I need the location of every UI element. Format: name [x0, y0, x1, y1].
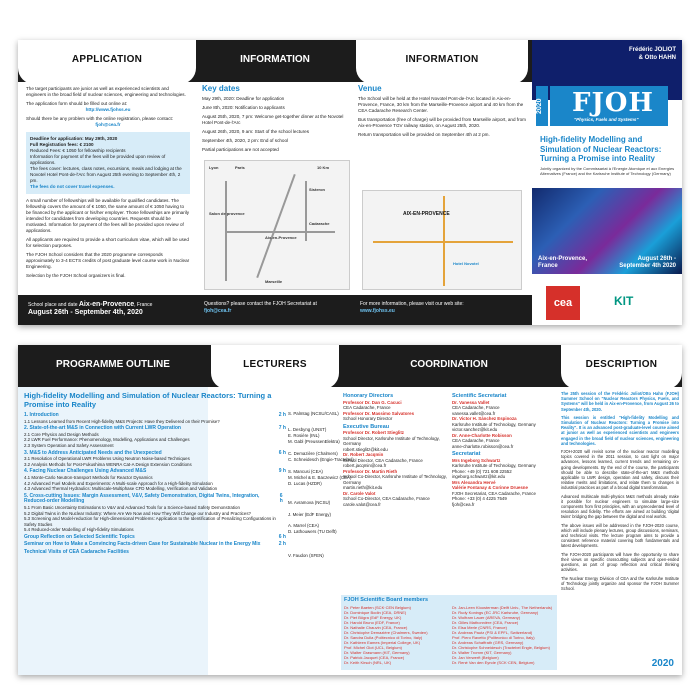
honorary-affil-2: School Honorary Director — [343, 416, 393, 421]
cv-text: All applicants are required to provide a short curriculum vitae, which will be used for selection purposes. — [26, 237, 189, 248]
outline-text: 3. M&S to Address Anticipated Needs and the Unexpected — [24, 449, 162, 456]
description-column — [561, 391, 679, 591]
description-p4: The FJOH-2020 participants will have the opportunity to share their views on specific crosscutting subjects and open-ended questions, as part of group reflection and critical thinking activities. — [561, 551, 679, 573]
honorary-name-1: Professor Dr. Dan G. Cacuci — [343, 399, 402, 405]
board-column-1 — [344, 605, 446, 665]
sec-affil-2: FJOH Secretariat, CEA Cadarache, France — [452, 490, 536, 496]
cover-names — [629, 46, 676, 62]
outline-text: 2.3 System Operation and Safety Assessment — [24, 442, 114, 448]
board-member: Dr. Harold Bruno (EDF, France) — [344, 620, 400, 625]
lecturer-name: M. Avramova (NCSU) — [288, 500, 331, 505]
board-member: Dr. Gilles Mathonnière (CEA, France) — [452, 620, 519, 625]
sci-email-2[interactable]: victor.sanchez@kit.edu — [452, 427, 498, 432]
sci-name-3: Dr. Anne-Charlotte Robisson — [452, 432, 512, 438]
top-band-2 — [18, 345, 682, 387]
outline-text: 3.1 Resolution of Operational LWR Problems Using Neutron Noise-based Techniques — [24, 456, 190, 462]
cover-dates-2: September 4th 2020 — [619, 263, 676, 269]
lecturer-name: L. Desbyng (UNST) — [288, 427, 327, 432]
outline-text: Group Reflection on Selected Scientific Topics — [24, 533, 135, 540]
honorary-name-2: Professor Dr. Massimo Salvatores — [343, 410, 415, 416]
board-member: Dr. Peter Baeten (SCK·CEN Belgium) — [344, 605, 411, 610]
venue-text-3: Return transportation will be provided on September 4th at 2 pm. — [358, 132, 490, 137]
board-member: Dr. Keith Kirsch (NRL, UK) — [344, 660, 392, 665]
venue-text-1: The School will be held at the Hotel Novotel Pont-de-l'Arc located in Aix-en-Provence, France, 30 km from the Marseille-Provence airport and 40 km from the CEA Cadarache Research Center. — [358, 96, 524, 113]
outline-text: 4. Facing Nuclear Challenges Using Advanced M&S — [24, 468, 147, 475]
outline-text: 5.1 From Basic Uncertainty Estimations to V&V and Advanced Tools for a Science-based Safety Demonstration — [24, 504, 240, 510]
reduced-fee-text: Reduced Fees: € 1050 for fellowship recipients — [30, 148, 126, 153]
board-heading: FJOH Scientific Board members — [344, 597, 429, 603]
tab-information-2 — [356, 40, 528, 84]
cover-subtitle: Jointly organized by the Commissariat à l'Energie Atomique et aux Energies Alternatives (France) and the Karlsruhe Institute of Technology (Germany) — [540, 166, 675, 176]
outline-text: 3.2 Analysis Methods for Post-Fukushima WENRA Cat-A Design Extension Conditions — [24, 461, 192, 467]
footer-place-country: , France — [134, 302, 153, 308]
cover-name-2: & Otto HAHN — [638, 55, 676, 61]
exec-heading: Executive Bureau — [343, 423, 390, 430]
sheet1-footer — [18, 295, 532, 325]
cover-country: France — [538, 263, 558, 269]
board-member: Prof. Michel Giot (UCL, Belgium) — [344, 645, 403, 650]
outline-hours: 2 h — [278, 541, 286, 548]
board-member: Dr. Nathalie Chauvin (CEA, France) — [344, 625, 408, 630]
cover-city: Aix-en-Provence, — [538, 256, 588, 262]
application-column — [26, 86, 190, 286]
exec-name-4: Dr. Carole Valot — [343, 490, 376, 496]
exec-email-3[interactable]: martin.rieth@kit.edu — [343, 485, 383, 490]
outline-section — [24, 542, 286, 548]
board-member: Dr. Walter Grasmann (KIT, Germany) — [344, 650, 410, 655]
outline-topic — [24, 486, 286, 492]
sci-email-1[interactable]: vanessa.vallet@cea.fr — [452, 410, 496, 416]
key-date-6: Partial participations are not accepted — [202, 147, 279, 152]
lecturer-name: D. Lathouwers (TU Delft) — [288, 529, 337, 534]
board-member: Dr. Sandra Dulla (Politecnico di Torino, Italy) — [344, 635, 423, 640]
kit-logo: KIT — [614, 294, 634, 308]
sci-affil-2: Karlsruhe Institute of Technology, Germany — [452, 421, 536, 427]
outline-title: High-fidelity Modelling and Simulation of Nuclear Reactors: Turning a Promise into Reality — [24, 391, 272, 409]
outline-section — [24, 535, 286, 541]
fee-text: Full Registration fees: € 2100 — [30, 142, 94, 147]
outline-text: 5. Cross-cutting Issues: Margin Assessment, V&V, Safety Demonstration, Digital Twins, Integration, Reduced-order Modelling — [24, 492, 260, 505]
map-sisteron: Sisteron — [309, 187, 326, 192]
board-member: Dr. Christophe Schneidesch (Tractebel Engie, Belgium) — [452, 645, 550, 650]
outline-hours: 6 h — [278, 449, 286, 456]
board-member: Dr. Walter Tromm (KIT, Germany) — [452, 650, 512, 655]
coordination-left — [343, 391, 449, 507]
outline-section — [24, 550, 286, 556]
outline-text: 4.2 Advanced Fuel Models and Experiments: A Multi-scale Approach for a High-fidelity Simulation — [24, 480, 213, 486]
exec-affil-1: School Director, Karlsruhe Institute of Technology, Germany — [343, 435, 440, 446]
programme-outline — [24, 391, 286, 671]
board-member: Dr. Kathleen Eames (Imperial College, UK) — [344, 640, 421, 645]
application-title: APPLICATION — [71, 54, 143, 65]
lecturer-name: M. Michel & E. Baczewicz (CEA) — [288, 475, 352, 480]
map-lyon: Lyon — [209, 165, 219, 170]
sci-name-1: Dr. Vanessa Vallet — [452, 399, 490, 405]
sec-phone-1: Phone: +49 (0) 721 608 22552 — [452, 468, 512, 474]
cover-place — [538, 256, 587, 270]
tab-programme-outline: PROGRAMME OUTLINE — [56, 359, 170, 370]
fjoh-logo — [550, 86, 668, 126]
lecturer-name: E. Rosière (INL) — [288, 433, 320, 438]
application-intro: The target participants are junior as well as experienced scientists and engineers in the broad field of nuclear sciences, engineering and technologies. — [26, 86, 186, 97]
lecturer-name: D. Lucas (HZDR) — [288, 481, 322, 486]
sec-email-1[interactable]: ingeborg.schwartz@kit.edu — [452, 474, 506, 479]
outline-text: 1. Introduction — [24, 412, 59, 418]
honorary-heading: Honorary Directors — [343, 393, 394, 399]
exec-email-2[interactable]: robert.jacqmin@cea.fr — [343, 463, 387, 468]
outline-list — [24, 413, 286, 556]
cover-image — [532, 188, 682, 274]
city-map — [362, 190, 522, 290]
fee-info-text: Information for payment of the fees will be provided upon review of applications. — [30, 154, 166, 165]
fee-includes-text: The fees cover: lectures, class notes, excursions, meals and lodging at the Novotel Hotel Pont-de-l'Arc from August 25th evening to September 4th, 2 pm. — [30, 166, 182, 183]
description-lead-2: This session is entitled "High-fidelity Modelling and Simulation of Nuclear Reactors: Turning a Promise into Reality". It is an advanced post-graduate-level course aimed at junior as well as experienced scientists and engineers engaged in the broad field of nuclear sciences, engineering and technologies. — [561, 414, 679, 446]
description-p5: The Nuclear Energy Division of CEA and the Karlsruhe Institute of Technology jointly organize and sponsor the FJOH Summer School. — [561, 575, 679, 591]
exec-affil-2: School Director, CEA Cadarache, France — [343, 457, 423, 463]
board-member: Dr. Wolfram Lauer (AREVA, Germany) — [452, 615, 521, 620]
lecturer-name: J. Meier (EdF Energy) — [288, 512, 331, 517]
deadline-text: Deadline for application: May 29th, 2020 — [30, 136, 118, 141]
application-url-link[interactable]: http://www.fjohss.eu — [85, 107, 131, 112]
sec-name-2: Mrs Alexandra Hervé — [452, 479, 496, 485]
sci-name-2: Dr. Victor H. Sánchez Espinoza — [452, 416, 517, 421]
sci-affil-3: CEA Cadarache, France — [452, 438, 500, 443]
board-member: Dr. Dominique Bodin (CEA, DRNE) — [344, 610, 407, 615]
coordination-right — [452, 391, 556, 507]
application-email-link[interactable]: fjoh@cea.fr — [95, 122, 121, 127]
sec-affil-1: Karlsruhe Institute of Technology, Germany — [452, 463, 536, 468]
description-p1: FJOH-2020 will revisit some of the nuclear reactor modelling topics covered in the 2011 session, to cast light on major advances, lessons learned, current trends and remaining on-going developments. By the end of the course, the participants should be able to describe state-of-the-art M&S methods applicable to LWR design, operation and safety, discuss their relative merits and limitations, and relate them to changes in industrial practices as part of a broad digital transformation. — [561, 449, 679, 491]
exec-name-2: Dr. Robert Jacqmin — [343, 452, 384, 457]
fjoh-tagline: "Physics, Fuels and Systems" — [574, 117, 639, 122]
outline-text: 2.1 Core Physics and Design Methods — [24, 431, 99, 437]
scientific-board — [341, 595, 557, 670]
sec-name-3: Valérie Fontanay & Corinne Druesne — [452, 485, 528, 490]
exec-email-1[interactable]: robert.stieglitz@kit.edu — [343, 446, 388, 452]
map-aix: Aix-en-Provence — [265, 235, 297, 240]
outline-text: Technical Visits of CEA Cadarache Facilities — [24, 549, 129, 556]
footer-place-label: School place and date — [28, 302, 78, 308]
sci-heading: Scientific Secretariat — [452, 393, 507, 399]
board-member: Dr. Andreas Schaffrath (GRS, Germany) — [452, 640, 524, 645]
description-lead: The 25th session of the Frédéric Joliot/Otto Hahn (FJOH) Summer School on "Nuclear Reactors Physics, Fuels, and Systems" will be held in Aix-en-Provence, from August 26 to September 4th, 2020. — [561, 391, 679, 412]
venue-column — [358, 86, 526, 176]
description-title: DESCRIPTION — [585, 359, 658, 370]
venue-text-2: Bus transportation (free of charge) will be provided from Marseille airport, and from Aix-en-Provence TGV railway station, on August 25th, 2020. — [358, 117, 526, 128]
description-p2: Advanced multiscale multi-physics M&S methods already make it possible for nuclear engineers to simulate large-size components from first principles, with an unprecedented level of resolution and fidelity. The efforts are aimed at building 'digital twins' bridging the gap between the digital and real worlds. — [561, 493, 679, 520]
sec-email-2[interactable]: fjoh@cea.fr — [452, 501, 475, 507]
application-problem: Should there be any problem with the online registration, please contact: — [26, 116, 174, 121]
sci-email-3[interactable]: anne-charlotte.robisson@cea.fr — [452, 443, 514, 449]
sec-heading: Secretariat — [452, 451, 481, 457]
sci-affil-1: CEA Cadarache, France — [452, 405, 500, 410]
outline-section — [24, 494, 286, 505]
sec-name-1: Mrs Ingeborg Schwartz — [452, 457, 501, 463]
key-date-5: September 4th, 2020, 2 pm: End of school — [202, 138, 289, 143]
sec-phone-2: Phone: +33 (0) 4 4225 7549 — [452, 496, 507, 501]
map-salon: Salon de provence — [209, 211, 245, 216]
board-member: Dr. Jan Verwerft (Belgium) — [452, 655, 499, 660]
outline-topic — [24, 443, 286, 449]
cover-panel — [532, 40, 682, 325]
outline-hours: 7 h — [278, 425, 286, 432]
outline-topic — [24, 527, 286, 533]
footer-place-dates: August 26th - September 4th, 2020 — [28, 309, 143, 316]
exec-affil-3: School Co-Director, Karlsruhe Institute of Technology, Germany — [343, 474, 447, 485]
cover-name-1: Frédéric JOLIOT — [628, 47, 676, 53]
application-online: The application form should be filled out online at: — [26, 101, 128, 106]
exec-affil-4: School Co-Director, CEA Cadarache, France — [343, 496, 430, 501]
ects-text: The FJOH School considers that the 2020 programme corresponds approximately to 3-4 ECTS credits of post graduate level course work in Nuclear Engineering. — [26, 252, 190, 269]
outline-text: 4.1 Monte-Carlo Neutron-transport Methods for Reactor Dynamics — [24, 474, 153, 480]
cover-dates-1: August 26th - — [637, 256, 676, 262]
map-paris: Paris — [235, 165, 245, 170]
exec-name-1: Professor Dr. Robert Stieglitz — [343, 430, 404, 435]
year-badge: 2020 — [651, 658, 674, 669]
lecturer-name: M. Gabl (PreussenElektra) — [288, 439, 340, 444]
tab-application — [18, 40, 196, 84]
board-member: Dr. Andreas Pautz (PSI & EPFL, Switzerland) — [452, 630, 533, 635]
outline-topic — [24, 516, 286, 527]
footer-website — [360, 301, 530, 315]
outline-text: Seminar on How to Make a Convincing Facts-driven Case for Sustainable Nuclear in the Energy Mix — [24, 541, 261, 548]
tab-lecturers — [211, 345, 339, 389]
footer-website-label: For more information, please visit our web site: — [360, 301, 464, 307]
outline-topic — [24, 462, 286, 468]
outline-hours: 6 h — [278, 533, 286, 540]
outline-text: 2.2 LWR Fuel Performance: Phenomenology, Modelling, Applications and Challenges — [24, 437, 190, 443]
fellowship-text: A small number of fellowships will be available for qualified candidates. The fellowship covers the amount of € 1050, the same amount of € 1050 having to be financed by the applicant or his/her employer. Those fellowships are primarily intended for candidates from developing countries. Requests should be motivated. Information for payment of the fees will be provided upon review of applications. — [26, 198, 190, 233]
brochure-outside-sheet — [18, 40, 682, 325]
footer-place-city: Aix-en-Provence — [78, 301, 135, 308]
cover-year: 2020 — [536, 86, 548, 126]
fjoh-logo-text: FJOH — [572, 88, 654, 118]
board-member: Dr. Patrick Jacquet (CEA, France) — [344, 655, 405, 660]
outline-hours: 6 h — [279, 492, 283, 505]
board-member: Dr. Christophe Demazière (Chalmers, Sweden) — [344, 630, 428, 635]
outline-text: 2. State-of-the-art M&S in Connection with Current LWR Operation — [24, 425, 181, 432]
honorary-affil-1: CEA Cadarache, France — [343, 405, 391, 410]
map-cadarache: Cadarache — [309, 221, 330, 226]
description-p3: The above issues will be addressed in the FJOH-2020 course, which will include plenary lectures, group discussions, seminars, and technical visits. The lecture program aims to provide a consistent reference material covering both fundamentals and latest developments. — [561, 522, 679, 549]
footer-questions-label: Questions? please contact the FJOH Secretariat at — [204, 301, 317, 307]
board-member: Prof. Piero Ravetto (Politecnico di Torino, Italy) — [452, 635, 535, 640]
tab-coordination: COORDINATION — [410, 359, 488, 370]
footer-website-link[interactable]: www.fjohss.eu — [360, 308, 395, 314]
board-column-2 — [452, 605, 554, 665]
outline-text: 5.2 Digital Twins in the Nuclear Industry: Where Are We Now and How They Will Change our Industry and Practices? — [24, 510, 251, 516]
key-date-3: August 25th, 2020, 7 pm: Welcome get-together dinner at the Novotel Hotel Pont-de-l'Arc — [202, 114, 344, 125]
footer-questions — [204, 301, 354, 315]
sponsor-logos — [532, 280, 682, 325]
outline-topic — [24, 419, 286, 425]
footer-place — [28, 301, 152, 317]
outline-text: 5.4 Reduced-order Modelling of High-fidelity Simulations — [24, 527, 134, 533]
key-dates-column — [202, 84, 352, 152]
board-member: Dr. René Van den Eynde (SCK·CEN, Belgium) — [452, 660, 535, 665]
brochure-inside-sheet — [18, 345, 682, 675]
outline-text: 5.3 Screening and Model-reduction for High-dimensional Problems: Application to the Identification of Penalizing Configurations in Safety Studies — [24, 516, 276, 527]
board-member: Dr. Piet Bögra (EdF Energy, UK) — [344, 615, 402, 620]
map-aix-city: AIX-EN-PROVENCE — [403, 211, 450, 217]
board-member: Dr. Elsa Merle (CNRS, France) — [452, 625, 507, 630]
fees-box — [26, 132, 190, 194]
key-date-1: May 29th, 2020: Deadline for application — [202, 96, 285, 101]
lecturers-title: LECTURERS — [243, 359, 307, 370]
cover-title: High-fidelity Modelling and Simulation of Nuclear Reactors: Turning a Promise into Reality — [540, 135, 662, 163]
lecturer-name: A. Marrel (CEA) — [288, 523, 319, 528]
venue-heading: Venue — [358, 84, 382, 93]
exec-email-4[interactable]: carole.valot@cea.fr — [343, 501, 381, 507]
lecturer-name: C. Schneidesch (Engie-Tractebel) — [288, 457, 354, 462]
information-title-1: INFORMATION — [240, 54, 310, 65]
lecturer-name: C. Demazière (Chalmers) — [288, 451, 338, 456]
information-title-2: INFORMATION — [405, 54, 479, 65]
footer-email-link[interactable]: fjoh@cea.fr — [204, 308, 232, 314]
outline-hours: 9 h — [278, 468, 286, 475]
lecturer-name: V. Faudon (SFEN) — [288, 553, 324, 558]
board-member: Dr. Jan-Leen Kloosterman (Delft Univ., The Netherlands) — [452, 605, 553, 610]
key-date-4: August 26th, 2020, 9 am: Start of the school lectures — [202, 129, 309, 134]
travel-text: The fees do not cover travel expenses. — [30, 184, 115, 189]
key-date-2: June 8th, 2020: Notification to applicants — [202, 105, 285, 110]
outline-text: 1.1 Lessons Learned from Recent High-fidelity M&S Projects: Have they Delivered on their Promise? — [24, 418, 220, 424]
selection-text: Selection by the FJOH School organizers is final. — [26, 273, 126, 278]
cover-dates — [619, 256, 676, 270]
board-member: Dr. Rudy Konings (EC JRC Karlsruhe, Germany) — [452, 610, 539, 615]
lecturer-name: S. Mancusi (CEA) — [288, 469, 323, 474]
map-marseille: Marseille — [265, 279, 283, 284]
tab-description — [561, 345, 682, 389]
outline-hours: 2 h — [278, 412, 286, 418]
map-scale: 10 Km — [317, 165, 330, 170]
region-map — [204, 160, 350, 290]
map-hotel: Hotel Novotel — [453, 261, 479, 266]
key-dates-heading: Key dates — [202, 84, 240, 93]
lecturer-name: S. Palmtag (NCSU/CASL) — [288, 411, 339, 416]
outline-text: 4.3 Advanced Thermal Hydraulics: Multiscale-Multiphase CFD Modelling, Verification and Validation — [24, 486, 218, 492]
cea-logo: cea — [546, 286, 580, 320]
exec-name-3: Professor Dr. Martin Rieth — [343, 468, 398, 474]
